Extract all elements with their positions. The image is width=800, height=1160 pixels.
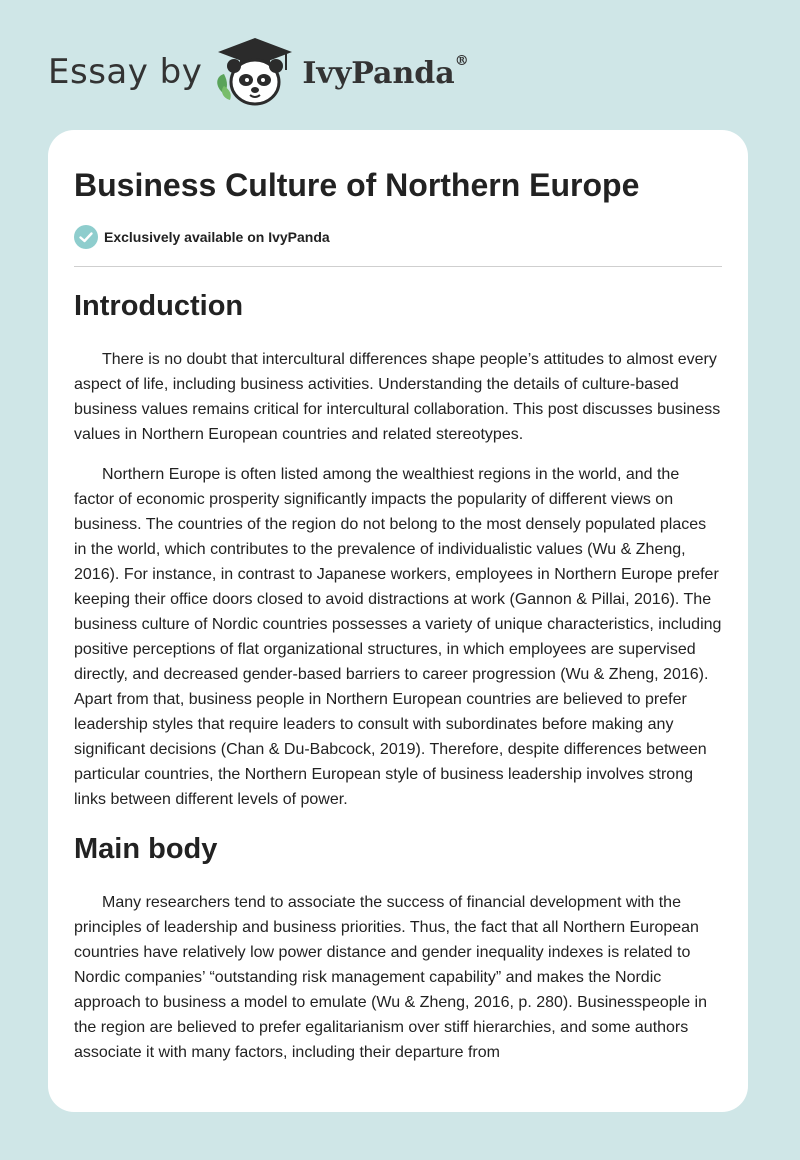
section-heading-introduction: Introduction [74, 290, 244, 322]
exclusive-badge-text: Exclusively available on IvyPanda [104, 229, 330, 245]
panda-graduation-cap-icon [210, 36, 300, 108]
brand-prefix: Essay by [48, 52, 203, 92]
paragraph: Northern Europe is often listed among the wealthiest regions in the world, and the factor of economic prosperity significantly impacts the popularity of different views on business. The countries of the region do not belong to the most densely populated places in the world, which contributes to the prevalence of individualistic values (Wu & Zheng, 2016). For instance, in contrast to Japanese workers, employees in Northern Europe prefer keeping their office doors closed to avoid distractions at work (Gannon & Pillai, 2016). The business culture of Nordic countries possesses a variety of unique characteristics, including positive perceptions of flat organizational structures, in which employees are supervised directly, and decreased gender-based barriers to career progression (Wu & Zheng, 2016). Apart from that, business people in Northern European countries are believed to prefer leadership styles that require leaders to consult with subordinates before making any significant decisions (Chan & Du-Babcock, 2019). Therefore, despite differences between particular countries, the Northern European style of business leadership involves strong links between different levels of power. [74, 466, 722, 808]
brand-header [48, 36, 469, 108]
essay-title: Business Culture of Northern Europe [74, 167, 640, 203]
title-divider [74, 266, 722, 267]
paragraph: There is no doubt that intercultural differences shape people’s attitudes to almost every aspect of life, including business activities. Understanding the details of culture-based business values remains critical for intercultural collaboration. This post discusses business values in Northern European countries and related stereotypes. [74, 351, 721, 443]
check-circle-icon [74, 225, 98, 249]
paragraph: Many researchers tend to associate the success of financial development with the principles of leadership and business priorities. Thus, the fact that all Northern European countries have relatively low power distance and gender inequality indexes is related to Nordic companies’ “outstanding risk management capability” and makes the Nordic approach to business a model to emulate (Wu & Zheng, 2016, p. 280). Businesspeople in the region are believed to prefer egalitarianism over stiff hierarchies, and some authors associate it with many factors, including their departure from [74, 894, 707, 1061]
exclusive-badge [74, 224, 722, 250]
essay-card [48, 130, 748, 1112]
section-heading-main-body: Main body [74, 833, 218, 865]
brand-name: IvyPanda® [302, 53, 469, 91]
